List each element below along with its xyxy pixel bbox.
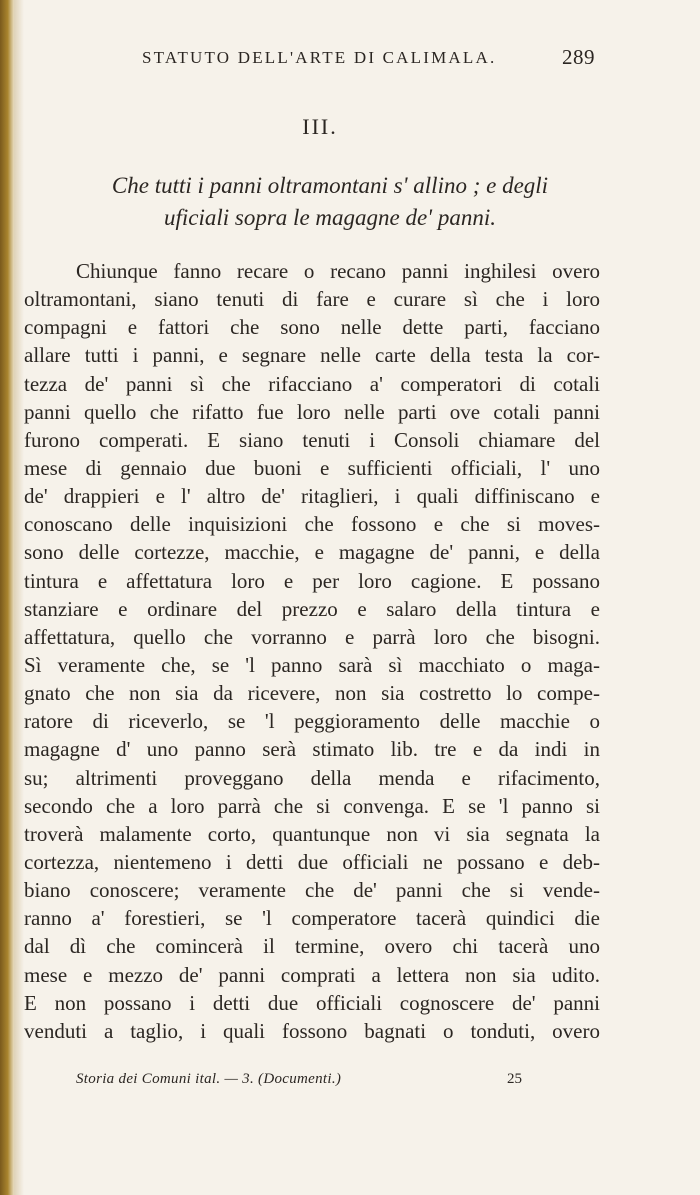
running-header	[0, 45, 700, 78]
text-line: biano conoscere; veramente che de' panni che si vende-	[24, 878, 600, 903]
text-line: ranno a' forestieri, se 'l comperatore tacerà quindici die	[24, 906, 600, 931]
footer-citation: Storia dei Comuni ital. — 3. (Documenti.)	[76, 1071, 342, 1087]
text-line: gnato che non sia da ricevere, non sia costretto lo compe-	[24, 681, 600, 706]
text-line: allare tutti i panni, e segnare nelle carte della testa la cor-	[24, 343, 600, 368]
text-line: Sì veramente che, se 'l panno sarà sì macchiato o maga-	[24, 652, 600, 677]
text-line: mese e mezzo de' panni comprati a lettera non sia udito.	[24, 962, 600, 987]
page-number: 289	[562, 45, 595, 69]
text-line: secondo che a loro parrà che si convenga. E se 'l panno si	[24, 793, 600, 818]
text-line: troverà malamente corto, quantunque non vi sia segnata la	[24, 821, 600, 846]
text-line: furono comperati. E siano tenuti i Consoli chiamare del	[24, 427, 600, 452]
text-line: sono delle cortezze, macchie, e magagne de' panni, e della	[24, 540, 600, 565]
text-line: magagne d' uno panno serà stimato lib. tre e da indi in	[24, 737, 600, 762]
text-line: Chiunque fanno recare o recano panni inghilesi overo	[76, 259, 600, 283]
body-paragraph	[24, 257, 600, 1045]
text-line: panni quello che rifatto fue loro nelle parti ove cotali panni	[24, 399, 600, 424]
text-line: conoscano delle inquisizioni che fossono e che si moves-	[24, 512, 600, 537]
chapter-title-line: uficiali sopra le magagne de' panni.	[164, 205, 496, 230]
text-line: ratore di riceverlo, se 'l peggioramento delle macchie o	[24, 709, 600, 734]
text-line: E non possano i detti due officiali cognoscere de' panni	[24, 990, 600, 1015]
page-edge-shadow	[14, 0, 24, 1195]
chapter-number: III.	[302, 114, 338, 139]
text-line: oltramontani, siano tenuti di fare e curare sì che i loro	[24, 287, 600, 312]
text-line: cortezza, nientemeno i detti due officiali ne possano e deb-	[24, 849, 600, 874]
chapter-title-line: Che tutti i panni oltramontani s' allino ; e degli	[111, 173, 549, 198]
signature-mark: 25	[507, 1071, 522, 1087]
chapter-title	[60, 170, 600, 234]
text-line: dal dì che comincerà il termine, overo chi tacerà uno	[24, 934, 600, 959]
text-line: mese di gennaio due buoni e sufficienti officiali, l' uno	[24, 455, 600, 480]
text-line: affettatura, quello che vorranno e parrà loro che bisogni.	[24, 624, 600, 649]
text-line: venduti a taglio, i quali fossono bagnati o tonduti, overo	[24, 1018, 600, 1043]
text-line: compagni e fattori che sono nelle dette parti, facciano	[24, 315, 600, 340]
text-line: su; altrimenti proveggano della menda e rifacimento,	[24, 765, 600, 790]
running-title: STATUTO DELL'ARTE DI CALIMALA.	[142, 48, 497, 67]
text-line: tintura e affettatura loro e per loro cagione. E possano	[24, 568, 600, 593]
text-line: de' drappieri e l' altro de' ritaglieri, i quali diffiniscano e	[24, 484, 600, 509]
text-line: tezza de' panni sì che rifacciano a' comperatori di cotali	[24, 371, 600, 396]
page-footer	[0, 1071, 700, 1095]
page-binding-edge	[0, 0, 14, 1195]
text-line: stanziare e ordinare del prezzo e salaro della tintura e	[24, 596, 600, 621]
